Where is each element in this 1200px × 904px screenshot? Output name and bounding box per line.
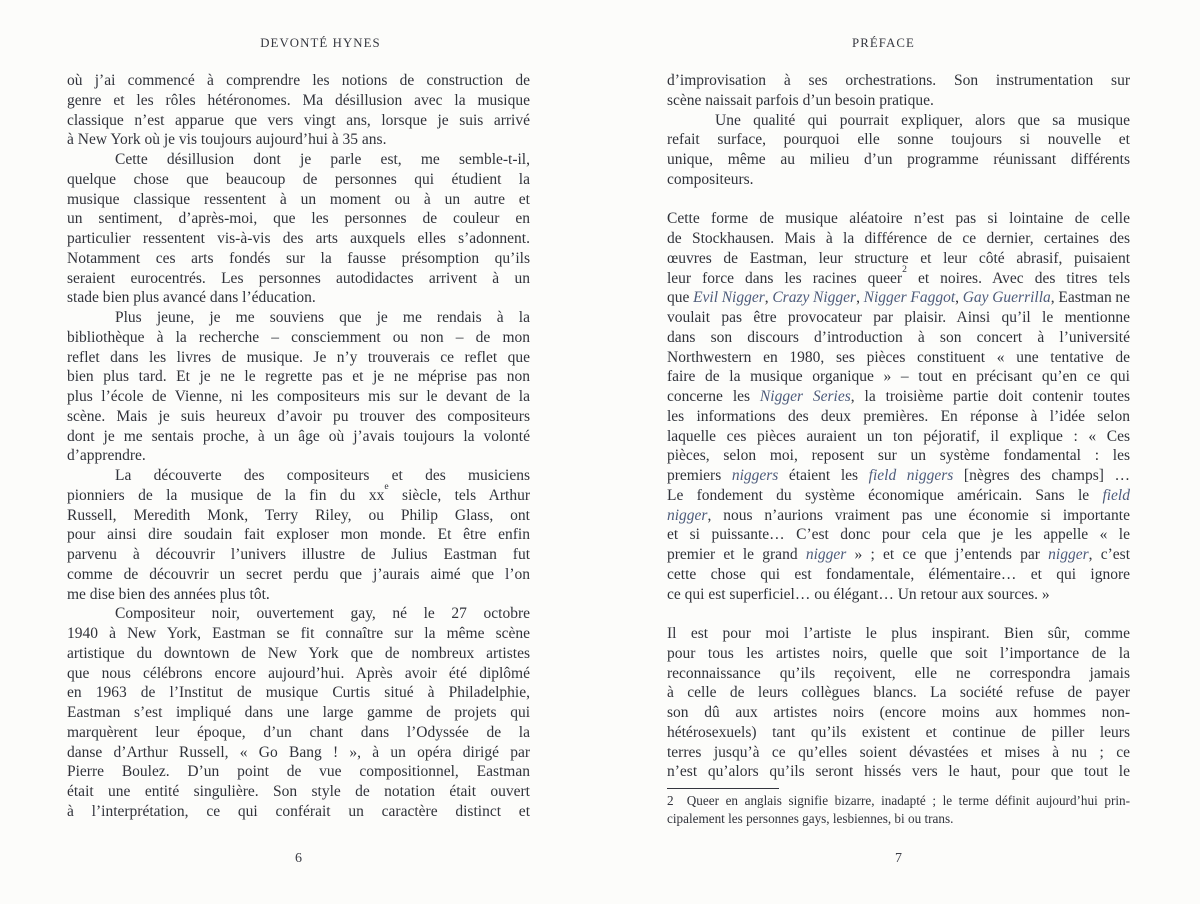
paragraph xyxy=(667,209,1130,604)
text-line: n’est qu’alors qu’ils seront hissés vers le haut, pour que tout le xyxy=(667,763,1130,781)
text-line: Une qualité qui pourrait expliquer, alors que sa musique xyxy=(715,111,1130,129)
text-line: d’improvisation à ses orchestrations. Son instrumentation sur xyxy=(667,72,1130,89)
paragraph xyxy=(67,604,530,821)
text-line: leur force dans les racines queer$^2$ et noires. Avec des titres tels xyxy=(667,264,1130,287)
text-line: à New York où je vis toujours aujourd’hui à 35 ans. xyxy=(67,131,387,149)
text-line: cipalement les personnes gays, lesbiennes, bi ou trans. xyxy=(667,810,954,826)
paragraph xyxy=(67,308,530,466)
text-line: Le fondement du système économique américain. Sans le field xyxy=(667,486,1130,504)
text-line: son dû aux artistes noirs (encore moins aux hommes non- xyxy=(667,704,1130,721)
text-line: faire de la musique organique » – tout en précisant qu’en ce qui xyxy=(667,368,1130,386)
text-line: terres jusqu’à ce qu’elles soient dévastées et mises à nu ; ce xyxy=(667,743,1130,761)
text-line: plus l’école de Vienne, ni les compositeurs mis sur le devant de la xyxy=(67,388,530,405)
text-line: musique classique ressentent à un moment ou à un autre et xyxy=(67,190,530,208)
text-line: refait surface, pourquoi elle sonne toujours si nouvelle et xyxy=(667,131,1130,149)
paragraph xyxy=(667,792,1130,827)
footnote-rule xyxy=(667,788,779,789)
footnote xyxy=(667,788,1130,827)
text-line: stade bien plus avancé dans l’éducation. xyxy=(67,289,316,307)
text-line: dans son discours d’introduction à son concert à l’université xyxy=(667,328,1130,346)
text-line: que Evil Nigger, Crazy Nigger, Nigger Faggot, Gay Guerrilla, Eastman ne xyxy=(667,289,1131,307)
text-line: Plus jeune, je me souviens que je me rendais à la xyxy=(115,309,530,326)
text-line: artistique du downtown de New York que de nombreux artistes xyxy=(67,644,530,662)
text-line: Cette forme de musique aléatoire n’est pas si lointaine de celle xyxy=(667,210,1130,228)
text-line: concerne les Nigger Series, la troisième partie doit contenir toutes xyxy=(667,388,1130,405)
text-line: parvenu à découvrir l’univers illustre de Julius Eastman fut xyxy=(67,546,530,563)
text-line: Cette désillusion dont je parle est, me semble-t-il, xyxy=(115,151,530,168)
text-line: compositeurs. xyxy=(667,170,754,188)
text-line: où j’ai commencé à comprendre les notions de construction de xyxy=(67,72,530,89)
paragraph xyxy=(667,111,1130,190)
text-line: à celle de leurs collègues blancs. La société refuse de payer xyxy=(667,684,1130,702)
body-paragraphs xyxy=(667,71,1130,782)
page-number: 7 xyxy=(895,851,902,866)
text-line: pièces, selon moi, reposent sur un système fondamental : les xyxy=(667,447,1130,465)
text-line: et si puissante… C’est donc pour cela que je les appelle « le xyxy=(667,526,1130,544)
text-line: de Stockhausen. Mais à la différence de ce dernier, certaines des xyxy=(667,230,1130,247)
text-line: comme de découvrir un secret perdu que j’aurais aimé que l’on xyxy=(67,565,530,583)
text-line: que nous célébrons encore aujourd’hui. Après avoir été diplômé xyxy=(67,664,530,682)
running-header: PRÉFACE xyxy=(852,36,915,50)
text-line: à l’interprétation, ce qui conférait un caractère distinct et xyxy=(67,802,530,820)
text-line: bien plus tard. Et je ne le regrette pas et je ne méprise pas non xyxy=(67,368,530,386)
text-line: me dise bien des années plus tôt. xyxy=(67,585,270,603)
text-line: Pierre Boulez. D’un point de vue compositionnel, Eastman xyxy=(67,763,530,781)
text-line: dont je me sentais proche, à un âge où j’avais toujours la volonté xyxy=(67,427,530,445)
text-line: hétérosexuels) tant qu’ils existent et continue de piller leurs xyxy=(667,723,1130,741)
paragraph xyxy=(67,150,530,308)
text-line: scène. Mais je suis heureux d’avoir pu trouver des compositeurs xyxy=(67,407,530,425)
text-line: unique, même au milieu d’un programme réunissant différents xyxy=(667,151,1130,168)
paragraph xyxy=(667,71,1130,111)
text-line: premier et le grand nigger » ; et ce que j’entends par nigger, c’est xyxy=(667,546,1130,563)
text-line: Eastman s’est impliqué dans une large gamme de projets qui xyxy=(67,704,530,721)
text-line: était une entité singulière. Son style de notation était ouvert xyxy=(67,783,530,800)
text-line: danse d’Arthur Russell, « Go Bang ! », à un opéra dirigé par xyxy=(67,743,530,761)
text-line: Notamment ces arts fondés sur la fausse présomption qu’ils xyxy=(67,249,530,267)
text-line: quelque chose que beaucoup de personnes qui étudient la xyxy=(67,170,530,188)
text-line: premiers niggers étaient les field niggers [nègres des champs] … xyxy=(667,467,1130,484)
text-line: Northwestern en 1980, ses pièces constituent « une tentative de xyxy=(667,348,1130,366)
text-line: bibliothèque à la recherche – consciemment ou non – de mon xyxy=(67,328,530,346)
text-line: Compositeur noir, ouvertement gay, né le 27 octobre xyxy=(115,605,530,623)
text-line: 2 Queer en anglais signifie bizarre, inadapté ; le terme définit aujourd’hui prin- xyxy=(667,793,1130,808)
page-number: 6 xyxy=(295,851,302,866)
text-line: genre et les rôles hétéronomes. Ma désillusion avec la musique xyxy=(67,91,530,109)
text-line: nigger, nous n’aurions vraiment pas une économie si importante xyxy=(667,506,1130,524)
text-line: La découverte des compositeurs et des musiciens xyxy=(115,467,530,484)
text-line: d’apprendre. xyxy=(67,447,146,465)
text-line: œuvres de Eastman, leur structure et leur côté abrasif, puisaient xyxy=(667,249,1130,267)
text-line: scène naissait parfois d’un besoin pratique. xyxy=(667,91,934,109)
text-line: un sentiment, d’après-moi, que les personnes de couleur en xyxy=(67,210,530,228)
text-line: pour ainsi dire soudain fait exploser mon monde. Et être enfin xyxy=(67,526,530,544)
text-line: particulier ressentent vis-à-vis des arts auxquels elles s’adonnent. xyxy=(67,230,530,247)
text-line: seraient eurocentrés. Les personnes autodidactes arrivent à un xyxy=(67,269,530,287)
paragraph xyxy=(67,71,530,150)
running-header: DEVONTÉ HYNES xyxy=(260,36,381,50)
text-line: voulait pas être provocateur par plaisir. Ainsi qu’il le mentionne xyxy=(667,309,1130,326)
text-line: Il est pour moi l’artiste le plus inspirant. Bien sûr, comme xyxy=(667,625,1130,642)
footnote-text xyxy=(667,792,1130,827)
text-line: pour tous les artistes noirs, quelle que soit l’importance de la xyxy=(667,644,1130,662)
text-line: en 1963 de l’Institut de musique Curtis situé à Philadelphie, xyxy=(67,684,530,702)
text-line: reconnaissance qu’ils reçoivent, elle ne correspondra jamais xyxy=(667,664,1130,682)
text-line: Russell, Meredith Monk, Terry Riley, ou Philip Glass, ont xyxy=(67,506,530,524)
text-line: reflet dans les livres de musique. Je n’y trouverais ce reflet que xyxy=(67,348,530,366)
right-page xyxy=(600,0,1200,904)
body-text xyxy=(667,71,1130,827)
paragraph xyxy=(667,624,1130,782)
text-line: les informations des deux premières. En réponse à l’idée selon xyxy=(667,407,1130,425)
text-line: pionniers de la musique de la fin du $xx^e$ siècle, tels Arthur xyxy=(67,481,531,504)
paragraph xyxy=(67,466,530,604)
text-line: 1940 à New York, Eastman se fit connaître sur la même scène xyxy=(67,625,530,642)
text-line: laquelle ces pièces auraient un ton péjoratif, il explique : « Ces xyxy=(667,427,1130,445)
text-line: ce qui est superficiel… ou élégant… Un retour aux sources. » xyxy=(667,585,1050,603)
body-text xyxy=(67,71,530,822)
text-line: classique n’est apparue que vers vingt ans, lorsque je suis arrivé xyxy=(67,111,530,129)
text-line: cette chose qui est fondamentale, élémentaire… et qui ignore xyxy=(667,565,1130,583)
text-line: marquèrent leur époque, d’un chant dans l’Odyssée de la xyxy=(67,723,530,741)
